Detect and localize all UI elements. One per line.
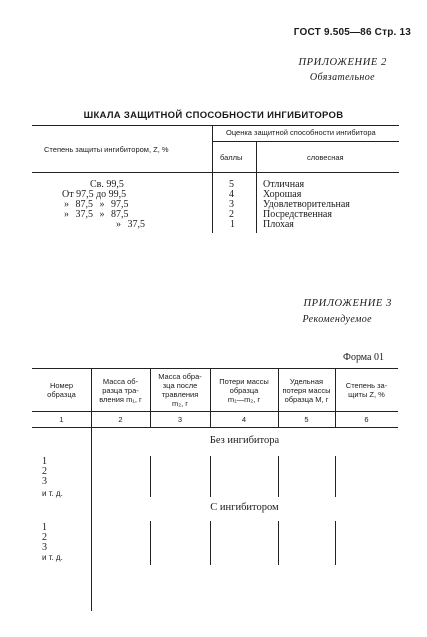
col-4-number: 4 <box>241 415 247 424</box>
row-2-points: 4 <box>229 189 234 200</box>
col-6-number: 6 <box>364 415 369 424</box>
col-3-header-line: зца после <box>162 381 198 390</box>
col-2-header-line: вления m₁, г <box>99 395 142 404</box>
row-4-points: 2 <box>229 209 234 220</box>
row-5-verbal: Плохая <box>263 219 294 230</box>
row-5-points: 1 <box>230 219 235 230</box>
col-points-header: баллы <box>220 153 243 162</box>
row-4-degree: » 37,5 » 87,5 <box>64 209 129 220</box>
table-top-border <box>32 125 399 126</box>
section-with-inhibitor: С ингибитором <box>210 502 279 513</box>
col-3-number: 3 <box>177 415 183 424</box>
col-5-number: 5 <box>304 415 309 424</box>
table-subheader-border <box>212 141 399 142</box>
col-1-number: 1 <box>59 415 64 424</box>
row-2-verbal: Хорошая <box>263 189 302 200</box>
sample-number: 2 <box>42 466 47 477</box>
row-1-points: 5 <box>229 179 234 190</box>
body-divider <box>335 456 336 497</box>
col-3-header-line: травления <box>161 390 199 399</box>
sample-number-etc: и т. д. <box>42 489 63 498</box>
appendix-2-subtitle: Обязательное <box>309 72 375 83</box>
col-5-header <box>278 377 335 404</box>
row-3-points: 3 <box>229 199 234 210</box>
sample-number-etc: и т. д. <box>42 553 63 562</box>
scale-table-title: ШКАЛА ЗАЩИТНОЙ СПОСОБНОСТИ ИНГИБИТОРОВ <box>83 110 344 121</box>
col-4-header-line: Потери массы <box>219 377 269 386</box>
row-1-degree: Св. 99,5 <box>90 179 124 190</box>
col-assessment-header: Оценка защитной способности ингибитора <box>226 128 376 137</box>
form-label: Форма 01 <box>343 352 384 363</box>
sample-number: 2 <box>42 532 47 543</box>
sample-number: 3 <box>42 542 47 553</box>
row-5-degree: » 37,5 <box>116 219 145 230</box>
body-divider <box>150 456 151 497</box>
col-2-header-line: разца тра- <box>102 386 139 395</box>
body-divider <box>335 521 336 565</box>
body-divider <box>210 521 211 565</box>
col-degree-header: Степень защиты ингибитором, Z, % <box>44 145 169 154</box>
col-6-header <box>335 381 398 399</box>
col-2-number: 2 <box>118 415 123 424</box>
appendix-3-title: ПРИЛОЖЕНИЕ 3 <box>303 298 392 309</box>
col-2-header <box>91 377 150 404</box>
appendix-3-subtitle: Рекомендуемое <box>302 314 372 325</box>
form-table-header-border <box>32 411 398 412</box>
table-divider-2 <box>256 141 257 233</box>
col-4-header <box>210 377 278 404</box>
row-3-verbal: Удовлетворительная <box>263 199 350 210</box>
sample-number: 1 <box>42 456 47 467</box>
form-table-top-border <box>32 368 398 369</box>
col-5-header-line: потеря массы <box>282 386 331 395</box>
sample-number: 1 <box>42 522 47 533</box>
col-4-header-line: m₁—m₂, г <box>227 395 261 404</box>
sample-number: 3 <box>42 476 47 487</box>
col-3-header <box>150 372 210 408</box>
row-4-verbal: Посредственная <box>263 209 332 220</box>
col-6-header-line: Степень за- <box>345 381 388 390</box>
col-5-header-line: Удельная <box>289 377 324 386</box>
col-3-header-line: m₂, г <box>171 399 189 408</box>
page-header: ГОСТ 9.505—86 Стр. 13 <box>293 27 411 38</box>
appendix-2-title: ПРИЛОЖЕНИЕ 2 <box>298 57 387 68</box>
col-1-header-line: образца <box>47 390 76 399</box>
body-divider <box>278 456 279 497</box>
row-3-degree: » 87,5 » 97,5 <box>64 199 129 210</box>
col-2-header-line: Масса об- <box>102 377 139 386</box>
body-divider <box>210 456 211 497</box>
row-1-verbal: Отличная <box>263 179 305 190</box>
col-3-header-line: Масса обра- <box>158 372 202 381</box>
form-col-divider-1 <box>91 368 92 611</box>
col-6-header-line: щиты Z, % <box>348 390 385 399</box>
col-1-header-line: Номер <box>49 381 74 390</box>
table-header-bottom-border <box>32 172 399 173</box>
section-without-inhibitor: Без ингибитора <box>209 435 280 446</box>
col-5-header-line: образца M, г <box>284 395 329 404</box>
col-verbal-header: словесная <box>307 153 344 162</box>
body-divider <box>278 521 279 565</box>
table-divider-1 <box>212 125 213 233</box>
form-table-num-border <box>32 427 398 428</box>
col-1-header <box>32 381 91 399</box>
col-4-header-line: образца <box>229 386 259 395</box>
body-divider <box>150 521 151 565</box>
row-2-degree: От 97,5 до 99,5 <box>62 189 127 200</box>
